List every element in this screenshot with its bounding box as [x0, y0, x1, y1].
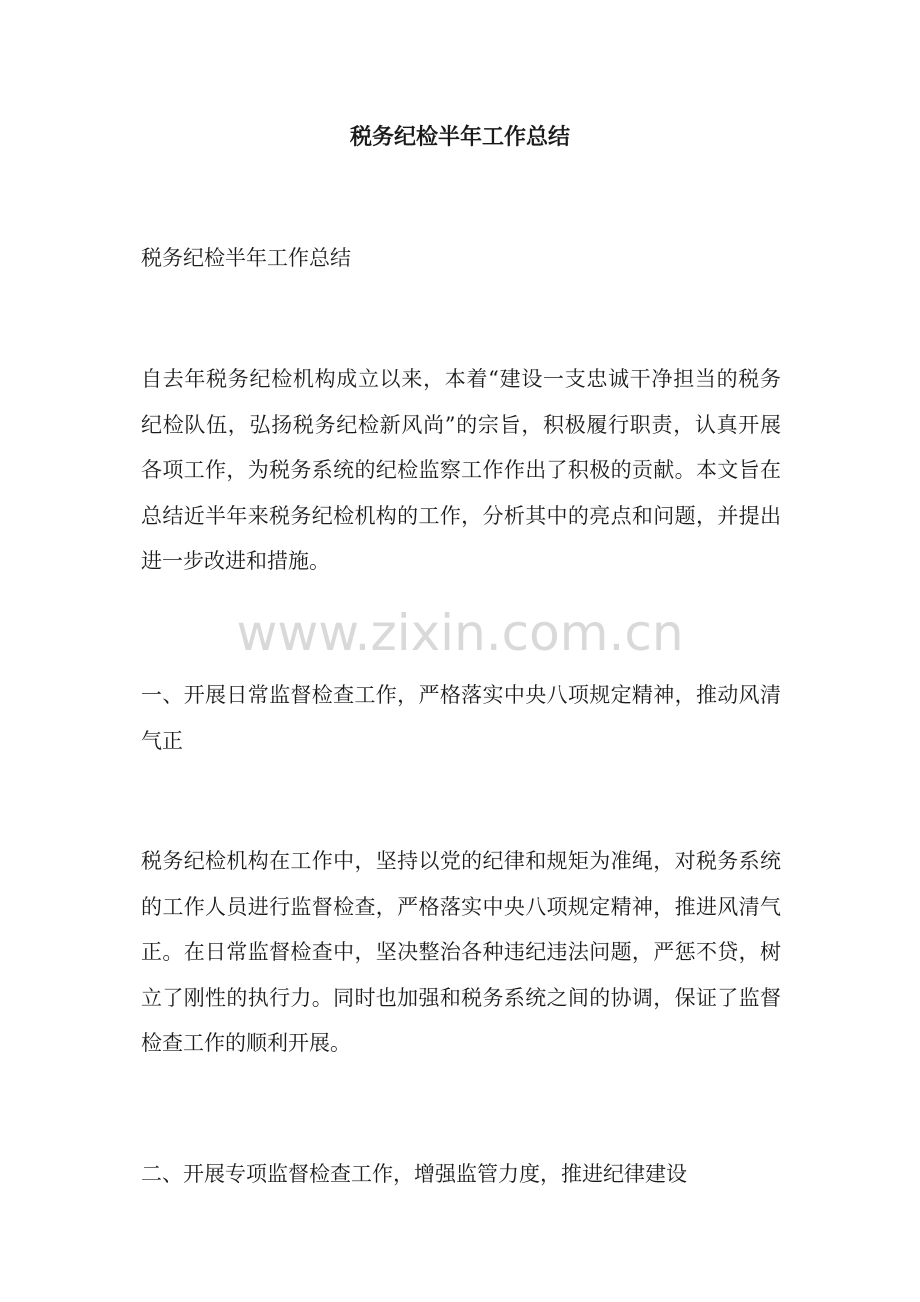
document-title: 税务纪检半年工作总结	[349, 124, 570, 150]
section-1-paragraph: 税务纪检机构在工作中，坚持以党的纪律和规矩为准绳，对税务系统的工作人员进行监督检查，严格落实中央八项规定精神，推进风清气正。在日常监督检查中，坚决整治各种违纪违法问题，严惩不贷，树立了刚性的执行力。同时也加强和税务系统之间的协调，保证了监督检查工作的顺利开展。	[141, 849, 781, 1055]
section-2-heading: 二、开展专项监督检查工作，增强监管力度，推进纪律建设	[141, 1162, 687, 1186]
section-1-heading: 一、开展日常监督检查工作，严格落实中央八项规定精神，推动风清气正	[141, 683, 781, 753]
site-watermark: www.zixin.com.cn	[236, 604, 684, 662]
document-subtitle: 税务纪检半年工作总结	[141, 246, 351, 270]
intro-paragraph: 自去年税务纪检机构成立以来，本着“建设一支忠诚干净担当的税务纪检队伍，弘扬税务纪检新风尚”的宗旨，积极履行职责，认真开展各项工作，为税务系统的纪检监察工作作出了积极的贡献。本文旨在总结近半年来税务纪检机构的工作，分析其中的亮点和问题，并提出进一步改进和措施。	[141, 367, 781, 573]
